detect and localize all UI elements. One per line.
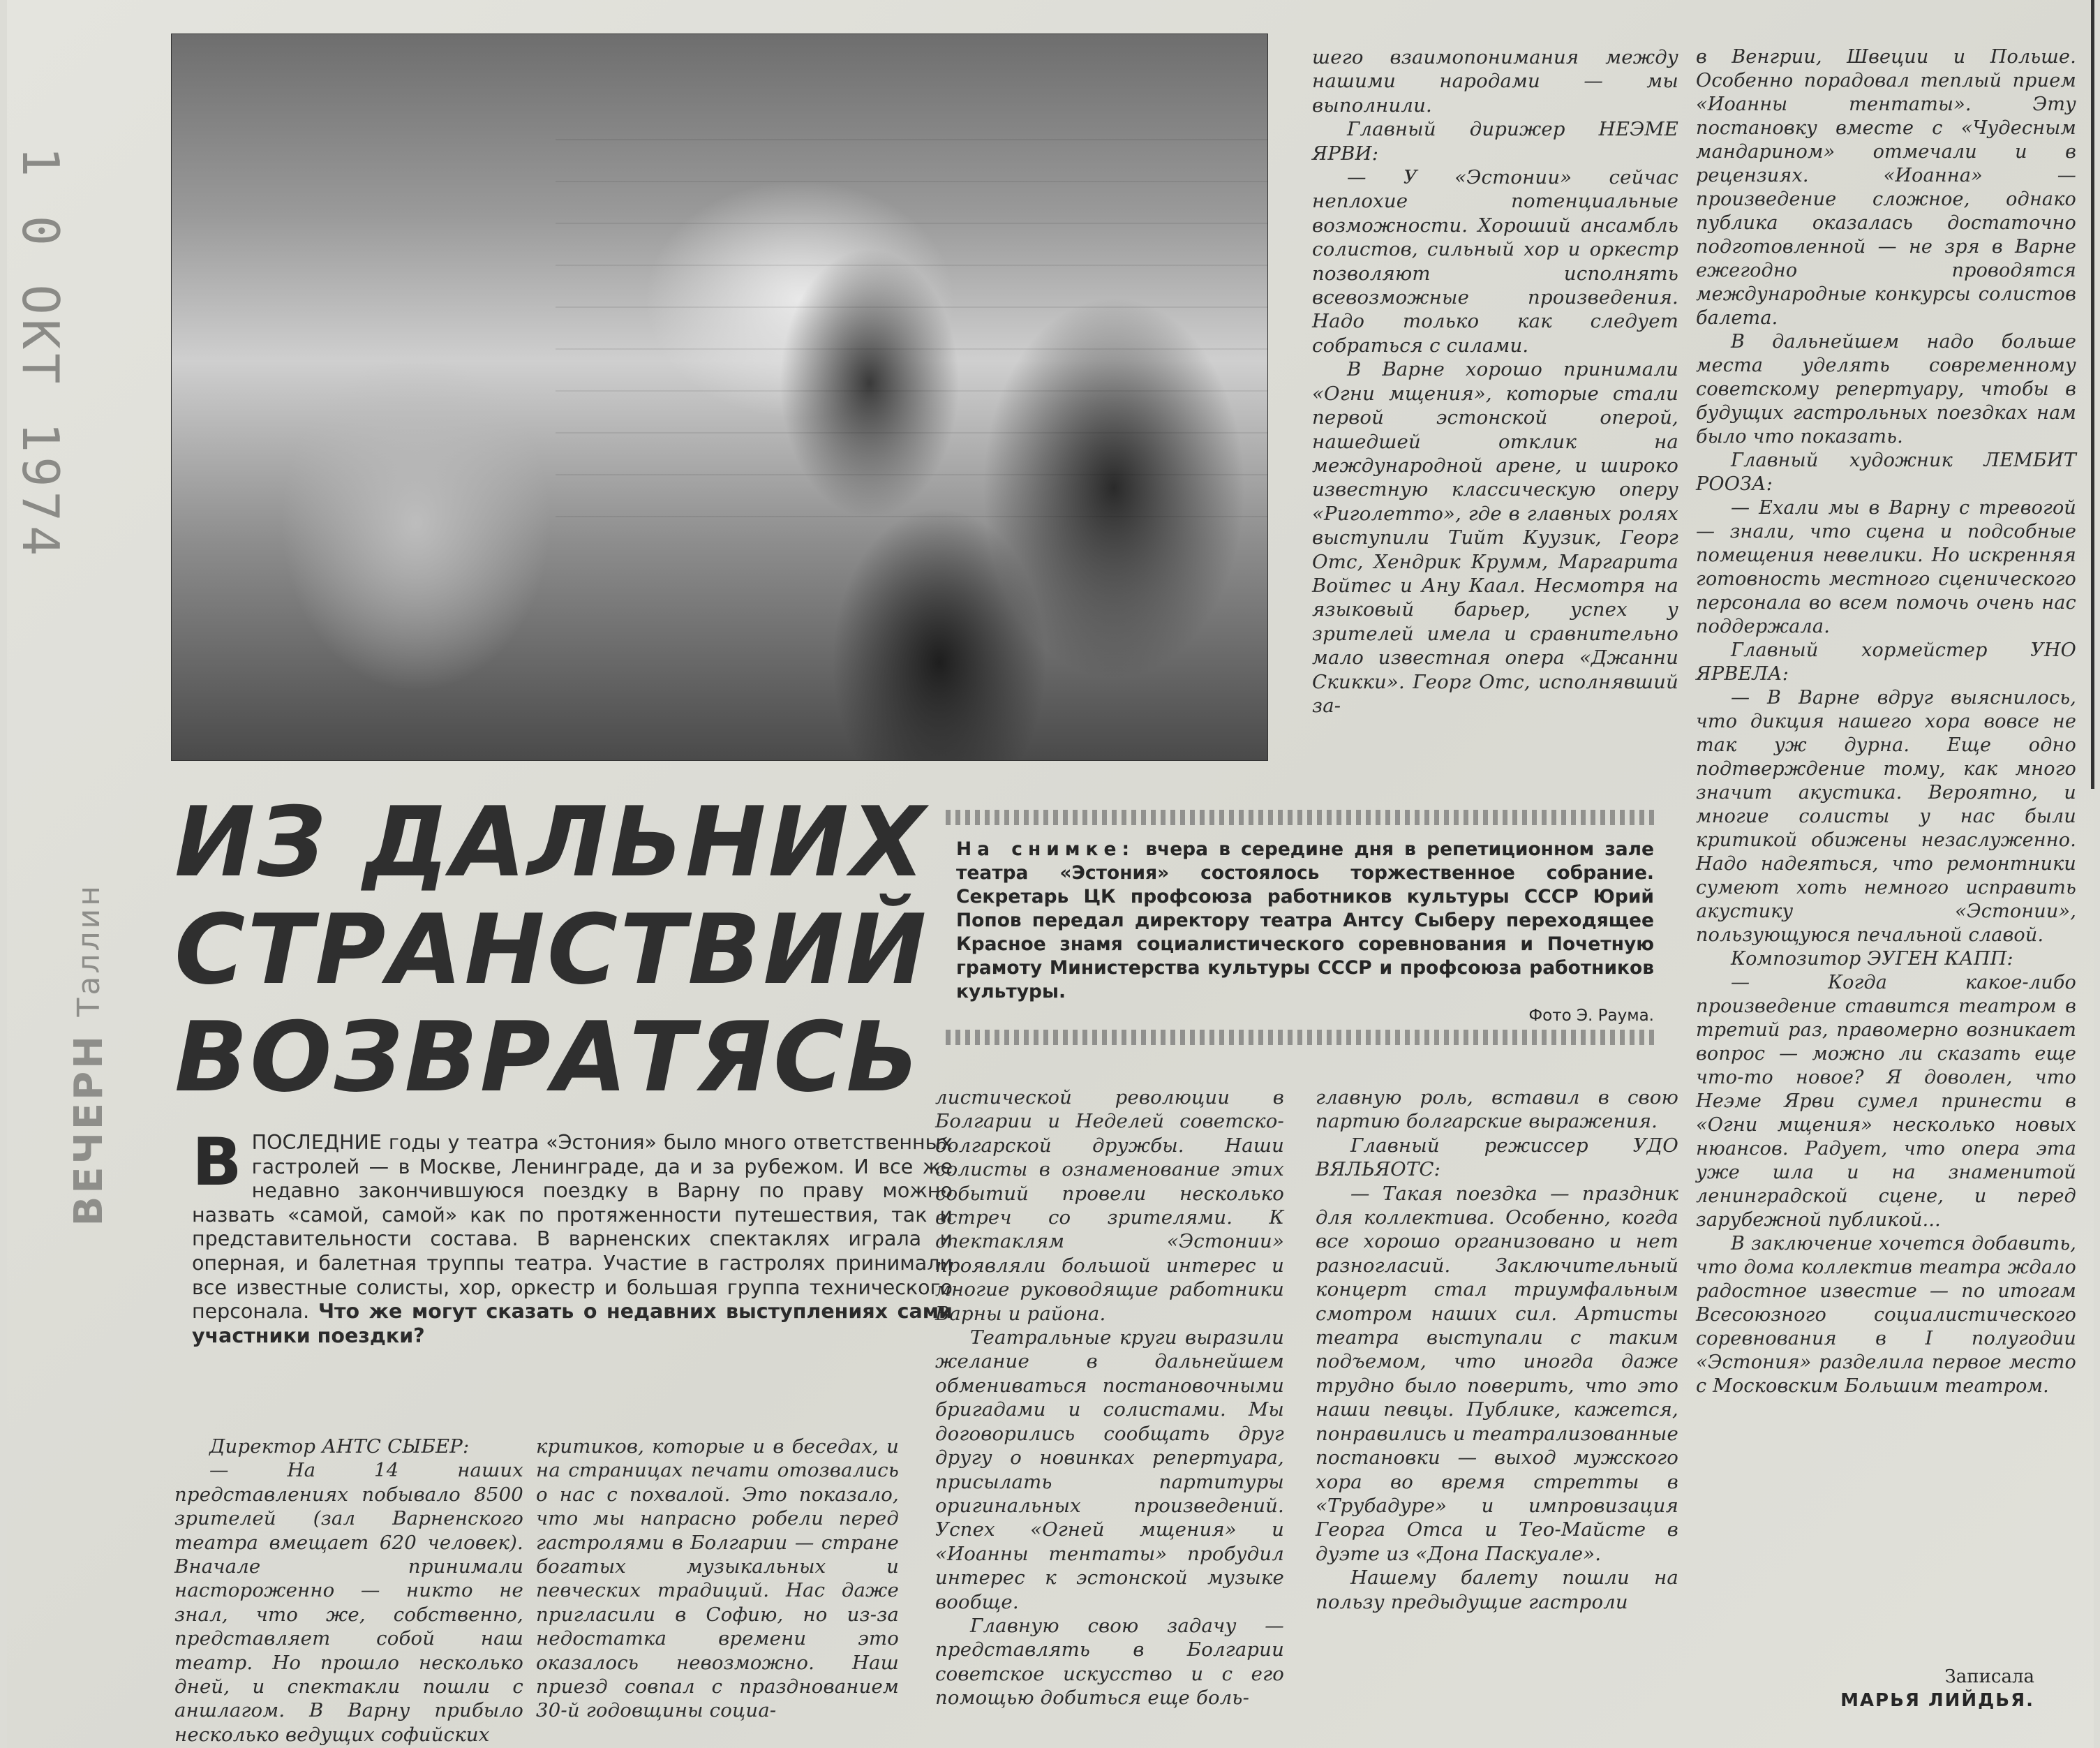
paragraph: Главную свою задачу — представлять в Болгарии советское искусство и с его помощью добиться еще боль- — [935, 1614, 1284, 1710]
paragraph: листической революции в Болгарии и Неделей советско-болгарской дружбы. Наши солисты в ознаменование этих событий провели несколько встреч со зрителями. К спектаклям «Эстонии» проявляли большой интерес и многие руководящие работники Варны и района. — [935, 1086, 1284, 1325]
author-name: МАРЬЯ ЛИЙДЬЯ. — [1840, 1690, 2034, 1711]
press-photo — [171, 34, 1268, 761]
paragraph: — На 14 наших представлениях побывало 8500 зрителей (зал Варненского театра вмещает 620 человек). Вначале принимали настороженно — никто не знал, что же, собственно, представляет собой наш театр. Но прошло несколько дней, и спектакли пошли с аншлагом. В Варну прибыло несколько ведущих софийских — [174, 1459, 523, 1746]
paragraph: — Такая поездка — праздник для коллектива. Особенно, когда все хорошо организовано и нет разногласий. Заключительный концерт стал триумфальным смотром наших сил. Артисты театра выступали с таким подъемом, что иногда даже трудно было поверить, что это наши певцы. Публике, кажется, понравились и театрализованные постановки — выход мужского хора во время стретты в «Трубадуре» и импровизация Георга Отса и Тео-Майсте в дуэте из «Дона Паскуале». — [1316, 1182, 1678, 1565]
speaker-heading: Главный хормейстер УНО ЯРВЕЛА: — [1696, 639, 2076, 685]
column-1 — [174, 1435, 523, 1747]
paragraph: В заключение хочется добавить, что дома коллектив театра ждало радостное известие — по итогам Всесоюзного социалистического соревнования в I полугодии «Эстония» разделила первое место с Московским Большим театром. — [1696, 1233, 2076, 1397]
article-intro — [192, 1125, 953, 1348]
paragraph: В дальнейшем надо больше места уделять современному советскому репертуару, чтобы в будущих гастрольных поездках нам было что показать. — [1696, 331, 2076, 447]
column-4-bottom — [1316, 1086, 1678, 1614]
photo-caption — [956, 838, 1654, 1028]
paragraph: Нашему балету пошли на пользу предыдущие гастроли — [1316, 1566, 1678, 1613]
speaker-heading: Главный режиссер УДО ВЯЛЬЯОТС: — [1316, 1134, 1678, 1181]
speaker-heading: Главный дирижер НЕЭМЕ ЯРВИ: — [1312, 118, 1678, 165]
photo-credit: Фото Э. Раума. — [1528, 1007, 1654, 1025]
paragraph: в Венгрии, Швеции и Польше. Особенно порадовал теплый прием «Иоанны тентаты». Эту постановку вместе с «Чудесным мандарином» отмечали и в рецензиях. «Иоанна» — произведение сложное, однако публика оказалась достаточно подготовленной — не зря в Варне ежегодно проводятся международные конкурсы солистов балета. — [1696, 46, 2076, 329]
headline-line-1: ИЗ ДАЛЬНИХ — [174, 786, 928, 898]
column-4-top — [1312, 45, 1678, 718]
signoff-label: Записала — [1944, 1666, 2034, 1687]
caption-text: вчера в середине дня в репетиционном зале театра «Эстония» состоялось торжественное собрание. Секретарь ЦК профсоюза работников культуры СССР Юрий Попов передал директору театра Антсу Сыберу переходящее Красное знамя социалистического соревнования и Почетную грамоту Министерства культуры СССР и профсоюза работников культуры. — [956, 838, 1655, 1002]
newspaper-masthead — [66, 883, 112, 1226]
column-3 — [935, 1086, 1284, 1710]
paragraph: — Когда какое-либо произведение ставится театром в третий раз, правомерно возникает вопрос — можно ли сказать еще что-то новое? Я доволен, что Неэме Ярви сумел принести в «Огни мщения» несколько новых нюансов. Радует, что опера эта уже шла и на знаменитой ленинградской сцене, и перед зарубежной публикой... — [1696, 972, 2076, 1231]
speaker-heading: Главный художник ЛЕМБИТ РООЗА: — [1696, 450, 2076, 495]
speaker-heading: Композитор ЭУГЕН КАПП: — [1731, 948, 2013, 970]
paragraph: шего взаимопонимания между нашими народами — мы выполнили. — [1312, 46, 1678, 117]
paragraph: главную роль, вставил в свою партию болгарские выражения. — [1316, 1086, 1678, 1133]
column-5 — [1696, 45, 2076, 1398]
paragraph: Театральные круги выразили желание в дальнейшем обмениваться постановочными бригадами и солистами. Мы договорились сообщать друг другу о новинках репертуара, присылать партитуры оригинальных произведений. Успех «Огней мщения» и «Иоанны тентаты» пробудил интерес к эстонской музыке вообще. — [935, 1326, 1284, 1613]
date-stamp: 1 0 ОКТ 1974 — [11, 147, 70, 561]
speaker-heading: Директор АНТС СЫБЕР: — [209, 1435, 470, 1458]
masthead-name: ВЕЧЕРН — [66, 1032, 112, 1227]
drop-cap: В — [192, 1125, 242, 1201]
paragraph: — Ехали мы в Варну с тревогой — знали, что сцена и подсобные помещения невелики. Но искренняя готовность местного сценического персонала во всем помочь очень нас поддержала. — [1696, 497, 2076, 637]
intro-question: Что же могут сказать о недавних выступлениях сами участники поездки? — [192, 1300, 953, 1347]
paragraph: критиков, которые и в беседах, и на страницах печати отозвались о нас с похвалой. Это показало, что мы напрасно робели перед гастролями в Болгарии — стране богатых музыкальных и певческих традиций. Нас даже пригласили в Софию, но из-за недостатка времени это оказалось невозможно. Наш приезд совпал с празднованием 30-й годовщины социа- — [536, 1435, 899, 1722]
paragraph: — У «Эстонии» сейчас неплохие потенциальные возможности. Хороший ансамбль солистов, сильный хор и оркестр позволяют исполнять всевозможные произведения. Надо только как следует собраться с силами. — [1312, 166, 1678, 357]
headline-line-3: ВОЗВРАТЯСЬ — [174, 1001, 922, 1113]
paragraph: В Варне хорошо принимали «Огни мщения», которые стали первой эстонской оперой, нашедшей отклик на международной арене, и широко известную классическую оперу «Риголетто», где в главных ролях выступили Тийт Куузик, Георг Отс, Хендрик Крумм, Маргарита Войтес и Ану Каал. Несмотря на языковый барьер, успех у зрителей имела и сравнительно мало известная опера «Джанни Скикки». Георг Отс, исполнявший за- — [1312, 358, 1678, 717]
headline-line-2: СТРАНСТВИЙ — [174, 894, 929, 1006]
column-2 — [536, 1435, 899, 1723]
author-signoff — [1783, 1665, 2034, 1712]
caption-lead: На снимке: — [956, 838, 1135, 860]
intro-text: ПОСЛЕДНИЕ годы у театра «Эстония» было много ответственных гастролей — в Москве, Ленинграде, да и за рубежом. И все же недавно закончившуюся поездку в Варну по праву можно назвать «самой, самой» как по протяженности путешествия, так и представительности состава. В варненских спектаклях играла и оперная, и балетная труппы театра. Участие в гастролях принимали все известные солисты, хор, оркестр и большая группа технического персонала. — [192, 1131, 953, 1324]
clipping-edge — [2091, 0, 2094, 789]
masthead-city: Таллин — [71, 883, 107, 1017]
headline — [174, 786, 949, 1113]
paragraph: — В Варне вдруг выяснилось, что дикция нашего хора вовсе не так уж дурна. Еще одно подтверждение тому, как много значит акустика. Вероятно, и многие солисты у нас были критикой обижены незаслуженно. Надо надеяться, что ремонтники сумеют хоть немного исправить акустику «Эстонии», пользующуюся печальной славой. — [1696, 687, 2076, 946]
photo-backdrop — [556, 139, 1267, 530]
caption-border-bottom — [946, 1030, 1658, 1045]
caption-border-top — [946, 810, 1658, 825]
